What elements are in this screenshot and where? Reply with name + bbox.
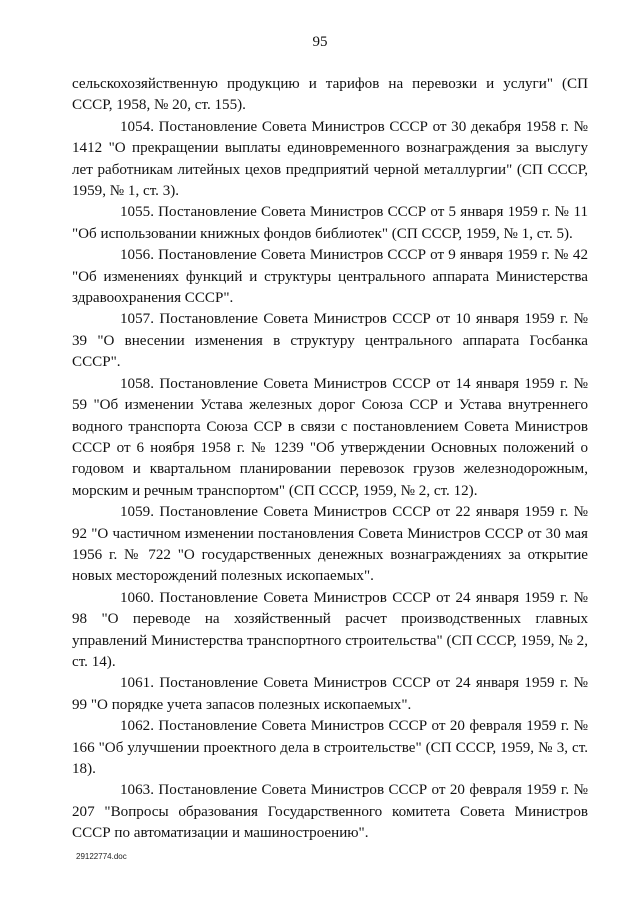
page-number: 95 xyxy=(312,34,328,50)
footer-file-code: 29122774.doc xyxy=(76,852,127,861)
entry-1058: 1058. Постановление Совета Министров СССР от 14 января 1959 г. № 59 "Об изменении Устава железных дорог Союза ССР и Устава внутреннего водного транспорта Союза ССР в связи с постановлением Совета Министров СССР от 6 ноября 1958 г. № 1239 "Об утверждении Основных положений о годовом и квартальном планировании перевозок грузов железнодорожным, морским и речным транспортом" (СП СССР, 1959, № 2, ст. 12). xyxy=(72,375,588,499)
entry-1056: 1056. Постановление Совета Министров СССР от 9 января 1959 г. № 42 "Об изменениях функций и структуры центрального аппарата Министерства здравоохранения СССР". xyxy=(72,247,588,307)
document-text xyxy=(72,74,588,845)
entry-1060: 1060. Постановление Совета Министров СССР от 24 января 1959 г. № 98 "О переводе на хозяйственный расчет производственных главных управлений Министерства транспортного строительства" (СП СССР, 1959, № 2, ст. 14). xyxy=(72,589,588,670)
entry-1063: 1063. Постановление Совета Министров СССР от 20 февраля 1959 г. № 207 "Вопросы образования Государственного комитета Совета Министров СССР по автоматизации и машиностроению". xyxy=(72,782,588,842)
entry-1062: 1062. Постановление Совета Министров СССР от 20 февраля 1959 г. № 166 "Об улучшении проектного дела в строительстве" (СП СССР, 1959, № 3, ст. 18). xyxy=(72,718,588,777)
entry-1055: 1055. Постановление Совета Министров СССР от 5 января 1959 г. № 11 "Об использовании книжных фондов библиотек" (СП СССР, 1959, № 1, ст. 5). xyxy=(72,204,588,242)
entry-1059: 1059. Постановление Совета Министров СССР от 22 января 1959 г. № 92 "О частичном изменении постановления Совета Министров СССР от 30 мая 1956 г. № 722 "О государственных денежных вознаграждениях за открытие новых месторождений полезных ископаемых". xyxy=(72,504,588,585)
entry-continuation: сельскохозяйственную продукцию и тарифов на перевозки и услуги" (СП СССР, 1958, № 20, ст. 155). xyxy=(72,76,588,114)
entry-1061: 1061. Постановление Совета Министров СССР от 24 января 1959 г. № 99 "О порядке учета запасов полезных ископаемых". xyxy=(72,675,588,713)
entry-1057: 1057. Постановление Совета Министров СССР от 10 января 1959 г. № 39 "О внесении изменения в структуру центрального аппарата Госбанка СССР". xyxy=(72,311,588,371)
entry-1054: 1054. Постановление Совета Министров СССР от 30 декабря 1958 г. № 1412 "О прекращении выплаты единовременного вознаграждения за выслугу лет работникам литейных цехов предприятий черной металлургии" (СП СССР, 1959, № 1, ст. 3). xyxy=(72,118,588,200)
